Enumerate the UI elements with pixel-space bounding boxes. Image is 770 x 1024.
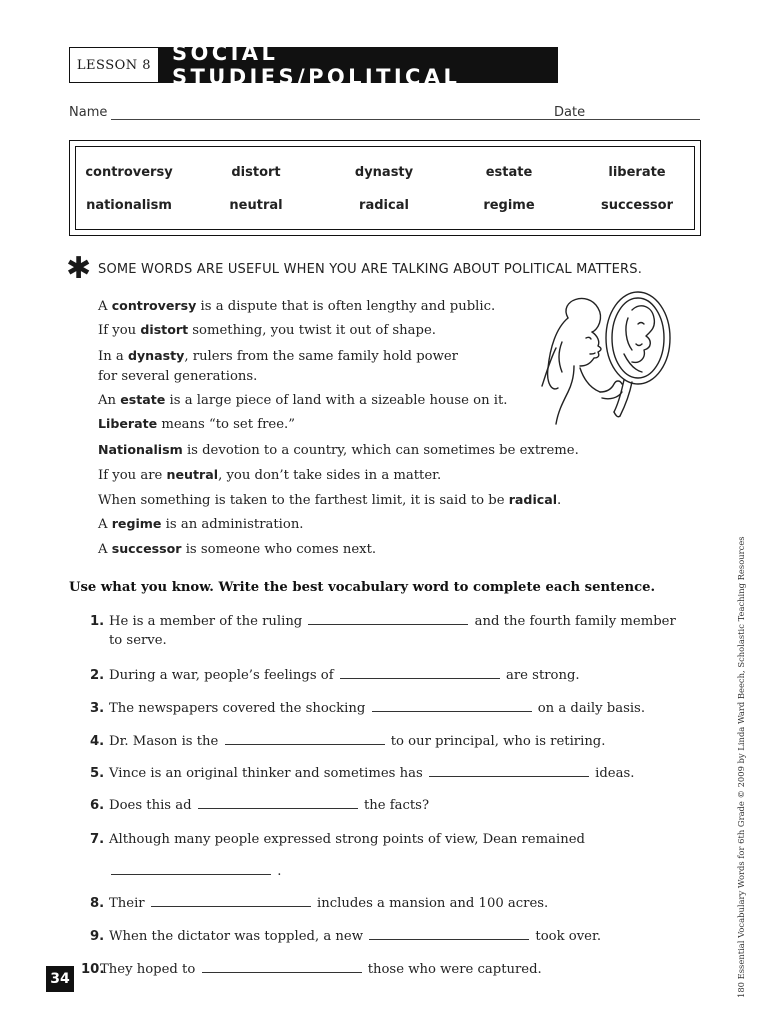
question-8: 8. Their includes a mansion and 100 acres. [90,893,548,914]
copyright-credit: 180 Essential Vocabulary Words for 6th Grade © 2009 by Linda Ward Beech, Scholastic Teaching Resources [736,536,746,998]
question-7: 7. Although many people expressed strong points of view, Dean remained [90,829,585,850]
word-bank-item: distort [231,165,281,180]
question-number: 6. [90,798,105,813]
asterisk-icon: ✱ [66,251,92,286]
word-bank-item: radical [359,198,409,213]
date-field[interactable] [588,119,700,120]
page-title: SOCIAL STUDIES/POLITICAL [159,47,558,83]
question-6: 6. Does this ad the facts? [90,795,429,816]
word-bank-item: neutral [229,198,283,213]
word-bank-item: regime [483,198,535,213]
answer-blank[interactable] [308,611,468,625]
mirror-illustration [528,288,688,428]
definition-successor: A successor is someone who comes next. [98,541,377,557]
question-4: 4. Dr. Mason is the to our principal, who is retiring. [90,731,605,752]
question-2: 2. During a war, people’s feelings of are strong. [90,665,580,686]
definition-regime: A regime is an administration. [98,516,304,532]
word-bank-item: estate [485,165,533,180]
definition-estate: An estate is a large piece of land with a sizeable house on it. [98,392,508,408]
name-label: Name [69,105,108,120]
question-number: 5. [90,766,105,781]
question-1-continuation: to serve. [109,633,167,648]
answer-blank[interactable] [151,893,311,907]
question-number: 10. [81,962,105,977]
question-number: 8. [90,896,105,911]
lesson-label: LESSON 8 [69,47,159,83]
answer-blank[interactable] [340,665,500,679]
word-bank [69,140,701,236]
instruction-heading: Use what you know. Write the best vocabulary word to complete each sentence. [69,580,656,595]
answer-blank[interactable] [198,795,358,809]
question-number: 4. [90,734,105,749]
answer-blank[interactable] [225,731,385,745]
question-7-continuation: . [109,861,281,879]
question-1: 1. He is a member of the ruling and the fourth family member [90,611,676,632]
answer-blank[interactable] [429,763,589,777]
definition-liberate: Liberate means “to set free.” [98,416,295,432]
word-bank-item: successor [600,198,674,213]
question-9: 9. When the dictator was toppled, a new took over. [90,926,601,947]
definition-dynasty: In a dynasty, rulers from the same family hold power for several generations. [98,348,458,384]
definition-controversy: A controversy is a dispute that is often lengthy and public. [98,298,496,314]
question-10: 10.They hoped to those who were captured. [90,959,542,980]
name-field[interactable] [111,119,617,120]
definition-radical: When something is taken to the farthest limit, it is said to be radical. [98,492,562,508]
answer-blank[interactable] [369,926,529,940]
word-bank-item: liberate [608,165,666,180]
word-bank-item: controversy [85,165,173,180]
word-bank-item: dynasty [354,165,414,180]
question-3: 3. The newspapers covered the shocking on a daily basis. [90,698,645,719]
question-number: 7. [90,832,105,847]
answer-blank[interactable] [202,959,362,973]
page-number: 34 [46,966,74,992]
date-label: Date [554,105,586,120]
answer-blank[interactable] [111,861,271,875]
question-number: 3. [90,701,105,716]
definition-distort: If you distort something, you twist it out of shape. [98,322,436,338]
question-number: 1. [90,614,105,629]
word-bank-item: nationalism [86,198,172,213]
question-5: 5. Vince is an original thinker and sometimes has ideas. [90,763,634,784]
word-bank-inner-border [75,146,695,230]
definition-neutral: If you are neutral, you don’t take sides in a matter. [98,467,442,483]
question-number: 2. [90,668,105,683]
answer-blank[interactable] [372,698,532,712]
definition-nationalism: Nationalism is devotion to a country, which can sometimes be extreme. [98,442,579,458]
intro-text: SOME WORDS ARE USEFUL WHEN YOU ARE TALKING ABOUT POLITICAL MATTERS. [98,262,643,277]
question-number: 9. [90,929,105,944]
name-date-row [69,105,701,125]
